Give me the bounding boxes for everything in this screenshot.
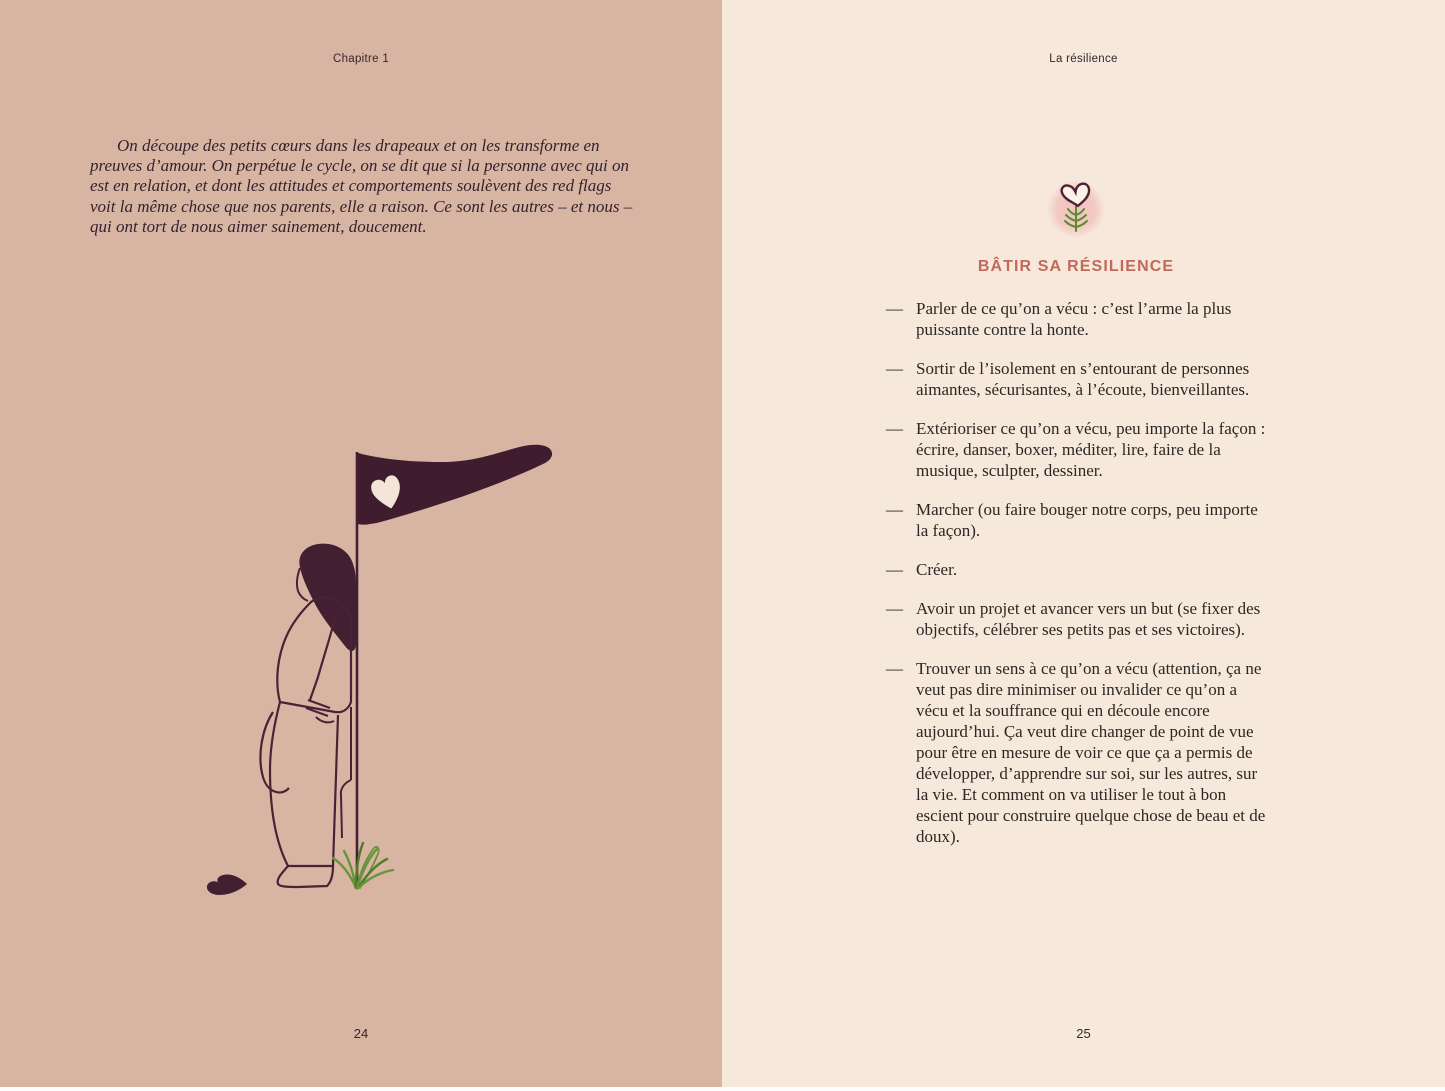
list-item: [886, 358, 1266, 400]
woman-hand: [316, 717, 334, 722]
content-column: [886, 0, 1266, 1000]
ground-heart-icon: [207, 874, 247, 895]
list-item-text: Trouver un sens à ce qu’on a vécu (attention, ça ne veut pas dire minimiser ou invalider ce qu’on a vécu et la souffrance qui en découle encore aujourd’hui. Ça veut dire changer de point de vue pour être en mesure de voir ce que ça a permis de développer, d’apprendre sur soi, sur les autres, sur la vie. Et comment on va utiliser le tout à bon escient pour construire quelque chose de beau et de doux).: [916, 659, 1266, 846]
bottom-strip: [0, 1087, 1445, 1091]
list-item-text: Avoir un projet et avancer vers un but (se fixer des objectifs, célébrer ses petits pas et ses victoires).: [916, 599, 1261, 639]
left-page: [0, 0, 722, 1087]
resilience-list: [886, 298, 1266, 865]
right-page: [722, 0, 1445, 1087]
list-item-text: Marcher (ou faire bouger notre corps, peu importe la façon).: [916, 500, 1258, 540]
woman-flag-illustration: [170, 425, 590, 900]
woman-sleeve: [310, 611, 337, 700]
list-item-dash: —: [886, 359, 903, 378]
list-item-dash: —: [886, 299, 903, 318]
grass-tuft: [333, 843, 393, 888]
running-head-right: La résilience: [1049, 53, 1118, 65]
heart-flower-icon: [1046, 177, 1106, 244]
section-heading: BÂTIR SA RÉSILIENCE: [977, 258, 1175, 275]
list-item-text: Parler de ce qu’on a vécu : c’est l’arme la plus puissante contre la honte.: [916, 299, 1232, 339]
list-item-dash: —: [886, 419, 903, 438]
page-number-right: 25: [1076, 1026, 1091, 1041]
list-item-dash: —: [886, 500, 903, 519]
body-paragraph: On découpe des petits cœurs dans les drapeaux et on les transforme en preuves d’amour. On perpétue le cycle, on se dit que si la personne avec qui on est en relation, et dont les attitudes et comportements soulèvent des red flags voit la même chose que nos parents, elle a raison. Ce sont les autres – et nous – qui ont tort de nous aimer sainement, doucement.: [90, 136, 633, 236]
list-item-text: Créer.: [916, 560, 958, 579]
woman-back-leg: [341, 707, 351, 838]
running-head-left: Chapitre 1: [332, 53, 390, 65]
list-item: [886, 499, 1266, 541]
list-item: [886, 298, 1266, 340]
list-item: [886, 598, 1266, 640]
woman-foot: [278, 866, 333, 887]
list-item: [886, 418, 1266, 481]
list-item-dash: —: [886, 560, 903, 579]
list-item: [886, 559, 1266, 580]
list-item-text: Extérioriser ce qu’on a vécu, peu importe la façon : écrire, danser, boxer, méditer, lire, faire de la musique, sculpter, dessiner.: [916, 419, 1266, 480]
woman-pants: [270, 702, 338, 866]
list-item-dash: —: [886, 599, 903, 618]
list-item: [886, 658, 1266, 847]
list-item-text: Sortir de l’isolement en s’entourant de personnes aimantes, sécurisantes, à l’écoute, bienveillantes.: [916, 359, 1250, 399]
list-item-dash: —: [886, 659, 903, 678]
page-number-left: 24: [353, 1026, 369, 1041]
